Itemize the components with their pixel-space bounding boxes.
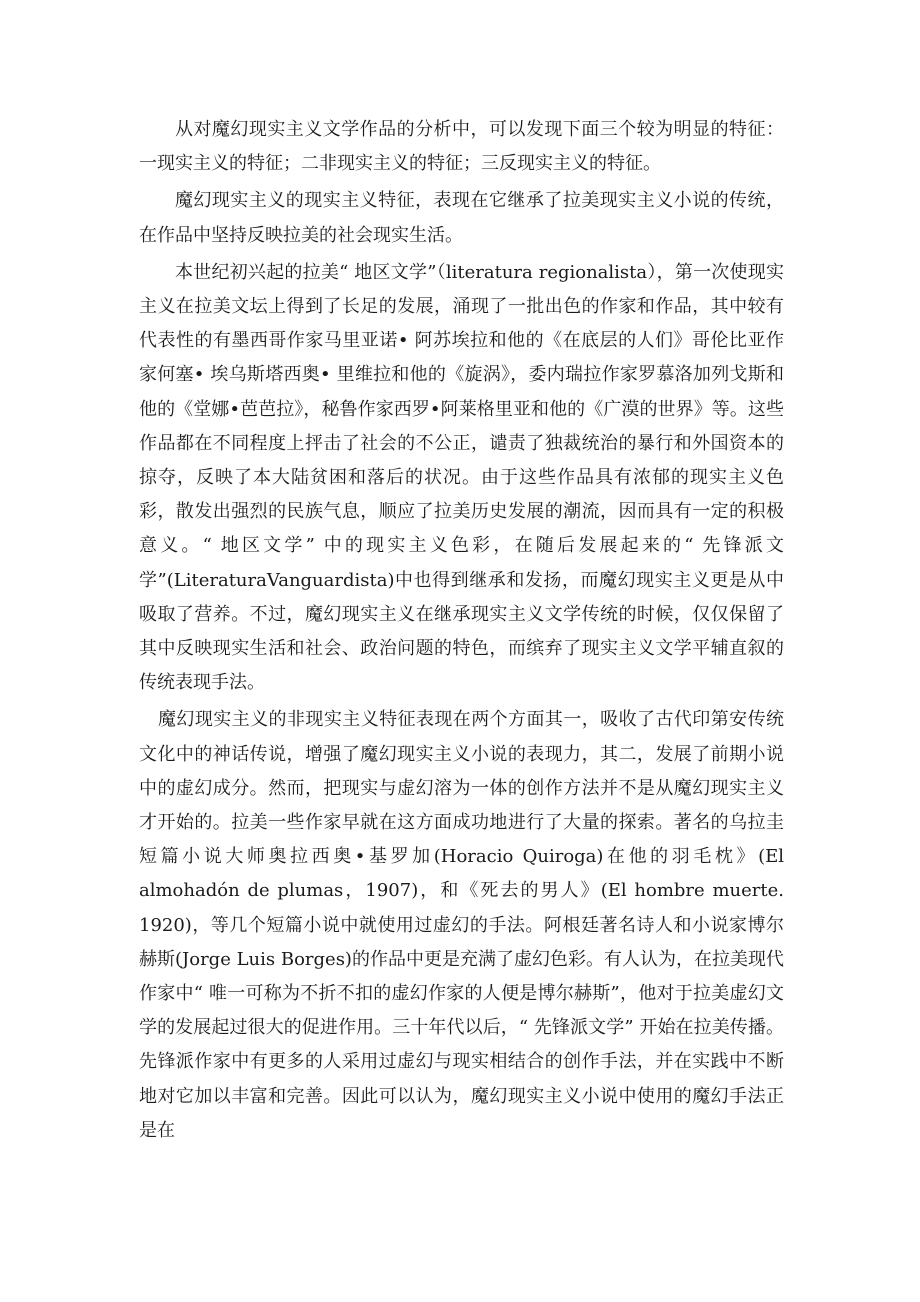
body-text (139, 113, 784, 1151)
paragraph-2: 魔幻现实主义的现实主义特征，表现在它继承了拉美现实主义小说的传统，在作品中坚持反映拉美的社会现实生活。 (139, 190, 784, 246)
paragraph-1: 从对魔幻现实主义文学作品的分析中，可以发现下面三个较为明显的特征：一现实主义的特征；二非现实主义的特征；三反现实主义的特征。 (139, 119, 784, 175)
paragraph-3: 本世纪初兴起的拉美“ 地区文学”（literatura regionalista），第一次使现实主义在拉美文坛上得到了长足的发展，涌现了一批出色的作家和作品，其中较有代表性的有墨西哥作家马里亚诺• 阿苏埃拉和他的《在底层的人们》哥伦比亚作家何塞• 埃乌斯塔西奥• 里维拉和他的《旋涡》，委内瑞拉作家罗慕洛加列戈斯和他的《堂娜•芭芭拉》，秘鲁作家西罗•阿莱格里亚和他的《广漠的世界》等。这些作品都在不同程度上抨击了社会的不公正，谴责了独裁统治的暴行和外国资本的掠夺，反映了本大陆贫困和落后的状况。由于这些作品具有浓郁的现实主义色彩，散发出强烈的民族气息，顺应了拉美历史发展的潮流，因而具有一定的积极意义。“ 地区文学” 中的现实主义色彩，在随后发展起来的“ 先锋派文学”(LiteraturaVanguardista)中也得到继承和发扬，而魔幻现实主义更是从中吸取了营养。不过，魔幻现实主义在继承现实主义文学传统的时候，仅仅保留了其中反映现实生活和社会、政治问题的特色，而缤弃了现实主义文学平辅直叙的传统表现手法。 (139, 261, 784, 694)
paragraph-4: 魔幻现实主义的非现实主义特征表现在两个方面其一，吸收了古代印第安传统文化中的神话传说，增强了魔幻现实主义小说的表现力，其二，发展了前期小说中的虚幻成分。然而，把现实与虚幻溶为一体的创作方法并不是从魔幻现实主义才开始的。拉美一些作家早就在这方面成功地进行了大量的探索。著名的乌拉圭短篇小说大师奥拉西奥•基罗加(Horacio Quiroga)在他的羽毛枕》(El almohadón de plumas，1907)，和《死去的男人》(El hombre muerte. 1920)，等几个短篇小说中就使用过虚幻的手法。阿根廷著名诗人和小说家博尔赫斯(Jorge Luis Borges)的作品中更是充满了虚幻色彩。有人认为，在拉美现代作家中“ 唯一可称为不折不扣的虚幻作家的人便是博尔赫斯”，他对于拉美虚幻文学的发展起过很大的促进作用。三十年代以后，“ 先锋派文学” 开始在拉美传播。先锋派作家中有更多的人采用过虚幻与现实相结合的创作手法，并在实践中不断地对它加以丰富和完善。因此可以认为，魔幻现实主义小说中使用的魔幻手法正是在 (139, 709, 784, 1141)
